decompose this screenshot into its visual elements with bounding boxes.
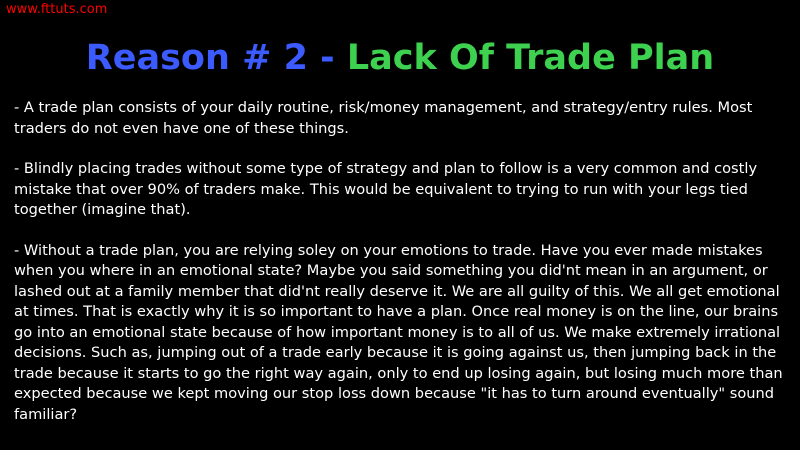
page-title xyxy=(0,38,800,78)
body-paragraph: - Blindly placing trades without some type of strategy and plan to follow is a very common and costly mistake that over 90% of traders make. This would be equivalent to trying to run with your legs tied together (imagine that). xyxy=(14,160,758,218)
body-paragraph: - Without a trade plan, you are relying soley on your emotions to trade. Have you ever made mistakes when you where in an emotional state? Maybe you said something you did'nt mean in an argument, or lashed out at a family member that did'nt really deserve it. We are all guilty of this. We all get emotional at times. That is exactly why it is so important to have a plan. Once real money is on the line, our brains go into an emotional state because of how important money is to all of us. We make extremely irrational decisions. Such as, jumping out of a trade early because it is going against us, then jumping back in the trade because it starts to go the right way again, only to end up losing again, but losing much more than expected because we kept moving our stop loss down because "it has to turn around eventually" sound familiar? xyxy=(14,241,783,423)
body-paragraph: - A trade plan consists of your daily routine, risk/money management, and strategy/entry rules. Most traders do not even have one of these things. xyxy=(14,99,753,137)
page-title-prefix: Reason # 2 - xyxy=(85,38,347,78)
page-title-highlight: Lack Of Trade Plan xyxy=(346,38,715,78)
slide-body xyxy=(14,98,788,425)
watermark-text: www.fttuts.com xyxy=(6,2,108,17)
